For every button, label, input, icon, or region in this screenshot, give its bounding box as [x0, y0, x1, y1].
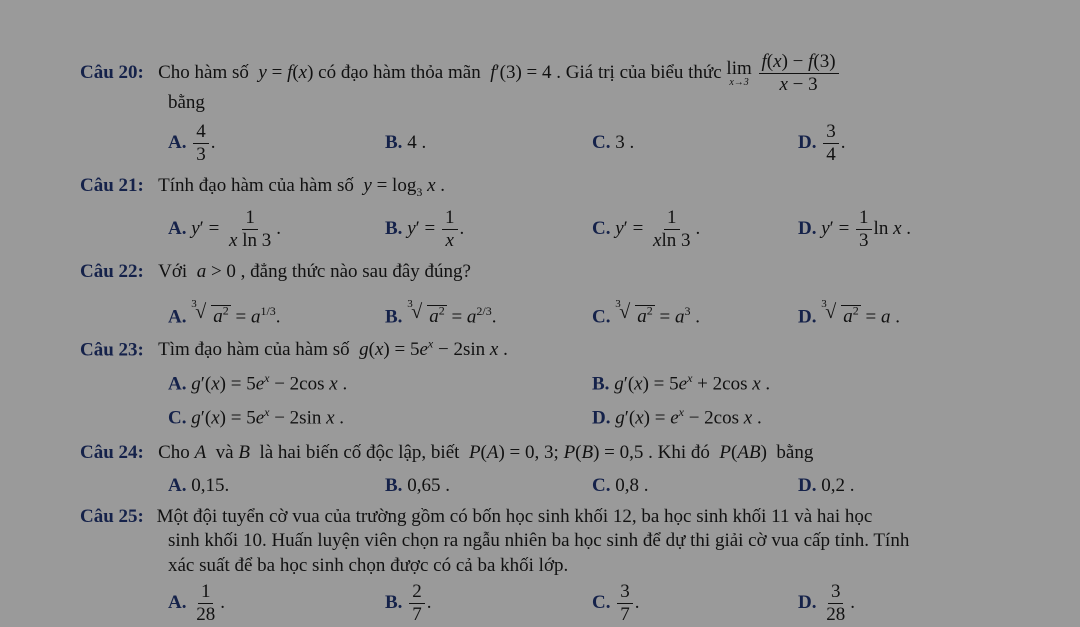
q20-option-a[interactable]: A. $\frac{4}{3}$ .	[168, 121, 216, 165]
q23-option-d[interactable]: D. $g'(x) = e^x - 2\cos$ x .	[592, 405, 762, 429]
q25-option-b[interactable]: B. $\frac{2}{7}$ .	[385, 581, 432, 625]
q24-option-b[interactable]: B. 0,65 .	[385, 475, 450, 496]
q20-option-d[interactable]: D. $\frac{3}{4}$ .	[798, 121, 846, 165]
q20-option-b[interactable]: B. 4 .	[385, 132, 427, 153]
q22-option-a[interactable]: A. 3 √ $a^2 = a^{1/3}$.	[168, 298, 281, 328]
question-25-line-2: sinh khối 10. Huấn luyện viên chọn ra ngẫu nhiên ba học sinh để dự thi giải cờ vua cấp tỉnh. Tính	[168, 530, 910, 551]
question-24: Câu 24: Cho A và B là hai biến cố độc lập, biết P(A) = 0, 3; P(B) = 0,5 . Khi đó P(AB) bằng	[80, 442, 814, 463]
q21-option-a[interactable]: A. y′ = $\frac{1}{\text{x ln 3}}$ .	[168, 207, 282, 251]
q21-option-d[interactable]: D. y′ = $\frac{1}{3}$ ln x .	[798, 207, 912, 251]
q23-option-b[interactable]: B. $g'(x) = 5e^x + 2\cos$ x .	[592, 371, 771, 395]
q24-option-c[interactable]: C. 0,8 .	[592, 475, 649, 496]
q21-option-b[interactable]: B. y′ = $\frac{1}{x}$ .	[385, 207, 465, 251]
q23-option-c[interactable]: C. $g'(x) = 5e^x - 2\sin$ x .	[168, 405, 345, 429]
q20-option-c[interactable]: C. 3 .	[592, 132, 635, 153]
question-20-text: Cho hàm số y = f(x) có đạo hàm thỏa mãn f′(3) = 4 . Giá trị của biểu thức lim x→3 $\frac{f(x) - f(3)}{x - 3}$	[149, 62, 841, 83]
q25-option-a[interactable]: A. $\frac{1}{28}$ .	[168, 581, 225, 625]
q23-option-a[interactable]: A. $g'(x) = 5e^x - 2\cos$ x .	[168, 371, 348, 395]
question-25-line-1: Một đội tuyển cờ vua của trường gồm có bốn học sinh khối 12, ba học sinh khối 11 và hai học	[156, 506, 873, 527]
q24-option-a[interactable]: A. 0,15.	[168, 475, 230, 496]
q22-option-c[interactable]: C. 3 √ $a^2 = a^3$ .	[592, 298, 700, 328]
question-20-label: Câu 20:	[80, 61, 144, 83]
question-20	[80, 52, 841, 95]
q24-option-d[interactable]: D. 0,2 .	[798, 475, 855, 496]
question-21: Câu 21: Tính đạo hàm của hàm số $y = \log_3 x$ .	[80, 175, 446, 199]
q25-option-d[interactable]: D. $\frac{3}{28}$ .	[798, 581, 855, 625]
question-22: Câu 22: Với a > 0 , đẳng thức nào sau đây đúng?	[80, 261, 471, 282]
q21-option-c[interactable]: C. y′ = $\frac{1}{xln 3}$ .	[592, 207, 701, 251]
q25-option-c[interactable]: C. $\frac{3}{7}$ .	[592, 581, 640, 625]
q22-option-b[interactable]: B. 3 √ $a^2 = a^{2/3}$.	[385, 298, 497, 328]
q22-option-d[interactable]: D. 3 √ $a^2 = a$ .	[798, 298, 900, 328]
question-25: Câu 25: Một đội tuyển cờ vua của trường gồm có bốn học sinh khối 12, ba học sinh khối 11 và hai học	[80, 506, 873, 527]
question-25-line-3: xác suất để ba học sinh chọn được có cả ba khối lớp.	[168, 555, 569, 576]
question-23: Câu 23: Tìm đạo hàm của hàm số $g(x) = 5e^x - 2\sin$ x .	[80, 337, 508, 361]
question-20-cont: bằng	[168, 92, 205, 113]
